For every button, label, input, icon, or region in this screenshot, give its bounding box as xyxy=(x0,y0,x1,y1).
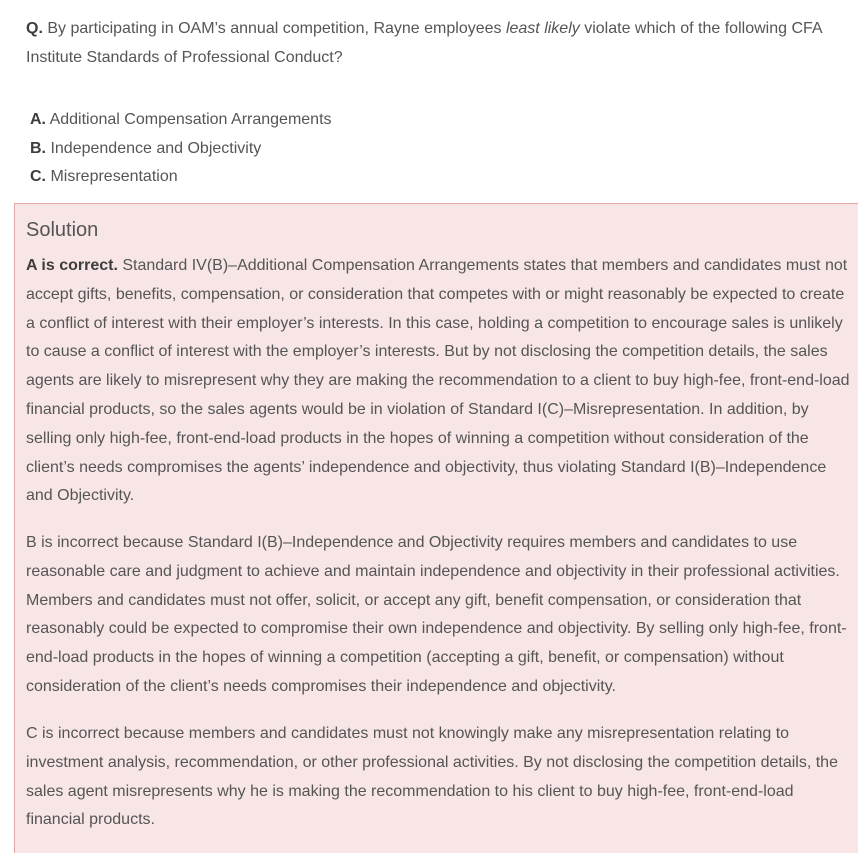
option-label: Independence and Objectivity xyxy=(50,139,262,157)
option-letter: B. xyxy=(30,139,46,157)
option-b[interactable] xyxy=(30,135,332,164)
correct-answer-lead: A is correct. xyxy=(26,257,118,274)
answer-options xyxy=(30,106,332,192)
paragraph-text: B is incorrect because Standard I(B)–Independence and Objectivity requires members and candidates to use reasonable care and judgment to achieve and maintain independence and objectivity in their professional activities. Members and candidates must not offer, solicit, or accept any gift, benefit compensation, or consideration that reasonably could be expected to compromise their own independence and objectivity. By selling only high-fee, front-end-load products in the hopes of winning a competition (accepting a gift, benefit, or compensation) without consideration of the client’s needs compromises their independence and objectivity. xyxy=(26,534,847,695)
option-c[interactable] xyxy=(30,163,332,192)
option-letter: C. xyxy=(30,168,46,185)
solution-paragraph-c xyxy=(26,720,852,835)
option-label: Additional Compensation Arrangements xyxy=(49,111,332,128)
question-emphasis: least likely xyxy=(505,20,580,37)
paragraph-text: Standard IV(B)–Additional Compensation Arrangements states that members and candidates must not accept gifts, benefits, compensation, or consideration that competes with or might reasonably be expected to create a conflict of interest with their employer’s interests. In this case, holding a competition to encourage sales is unlikely to cause a conflict of interest with the employer’s interests. But by not disclosing the competition details, the sales agents are likely to misrepresent why they are making the recommendation to a client to buy high-fee, front-end-load financial products, so the sales agents would be in violation of Standard I(C)–Misrepresentation. In addition, by selling only high-fee, front-end-load products in the hopes of winning a competition without consideration of the client’s needs compromises the agents’ independence and objectivity, thus violating Standard I(B)–Independence and Objectivity. xyxy=(26,257,850,505)
question-text xyxy=(26,14,846,72)
solution-title: Solution xyxy=(26,219,99,241)
solution-panel xyxy=(14,203,858,853)
question-text-after: violate which of the following CFA Institute Standards of Professional Conduct? xyxy=(26,20,822,66)
option-a[interactable] xyxy=(30,106,332,135)
paragraph-text: C is incorrect because members and candidates must not knowingly make any misrepresentation relating to investment analysis, recommendation, or other professional activities. By not disclosing the competition details, the sales agent misrepresents why he is making the recommendation to his client to buy high-fee, front-end-load financial products. xyxy=(26,725,838,829)
question-prefix: Q. xyxy=(26,20,43,37)
solution-paragraph-b xyxy=(26,529,852,702)
solution-paragraph-a xyxy=(26,252,852,511)
option-letter: A. xyxy=(30,111,46,128)
option-label: Misrepresentation xyxy=(50,168,178,185)
question-text-before: By participating in OAM’s annual competition, Rayne employees xyxy=(47,20,506,37)
